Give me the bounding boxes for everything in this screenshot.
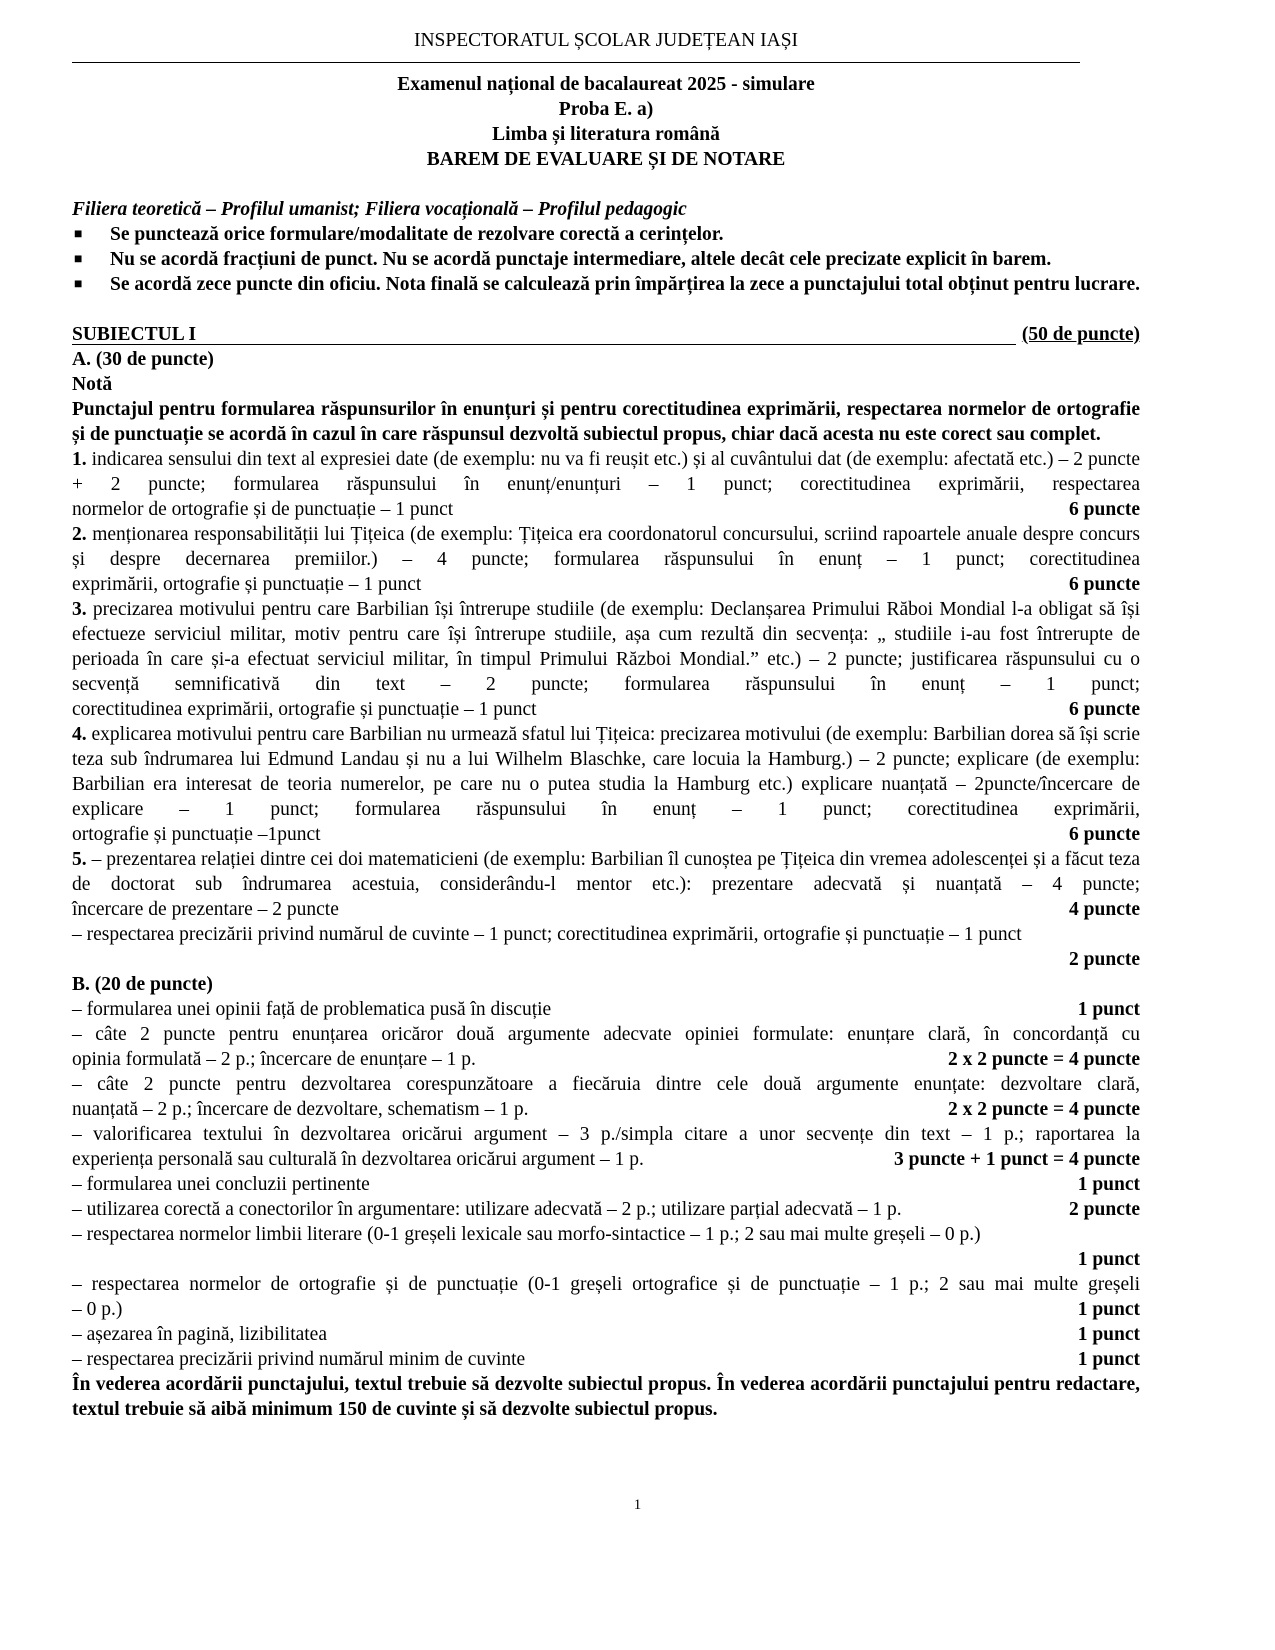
- item-extra-points: 2 puncte: [1069, 949, 1140, 970]
- item-body: explicarea motivului pentru care Barbilian nu urmează sfatul lui Țițeica: precizarea motivului (de exemplu: Barbilian dorea să își scrie teza sub îndrumarea lui Edmund Landau și nu a lui Wilhelm Blaschke, care locuia la Hamburg.) – 2 puncte; explicare (de exemplu: Barbilian era interesat de teoria numerelor, pe care nu o putea studia la Hamburg etc.) explicare nuanțată – 2puncte/încercare de explicare – 1 punct; formularea răspunsului în enunț – 1 punct; corectitudinea exprimării,: [72, 724, 1141, 820]
- criterion-text: – formularea unei concluzii pertinente: [72, 1174, 370, 1195]
- criterion-text: – așezarea în pagină, lizibilitatea: [72, 1324, 327, 1345]
- note-text: Punctajul pentru formularea răspunsurilor în enunțuri și pentru corectitudinea exprimării, respectarea normelor de ortografie și de punctuație se acordă în cazul în care răspunsul dezvoltă subiectul propus, chiar dacă acesta nu este corect sau complet.: [72, 399, 1140, 445]
- criterion-last-line: experiența personală sau culturală în dezvoltarea oricărui argument – 1 p.: [72, 1149, 644, 1170]
- criterion-text: – respectarea normelor de ortografie și de punctuație (0-1 greșeli ortografice și de punctuație – 1 p.; 2 sau mai multe greșeli: [72, 1274, 1140, 1295]
- document-title: BAREM DE EVALUARE ȘI DE NOTARE: [426, 149, 786, 170]
- item-number: 4.: [72, 724, 87, 745]
- criterion-text: – utilizarea corectă a conectorilor în argumentare: utilizare adecvată – 2 p.; utilizare parțial adecvată – 1 p.: [72, 1199, 902, 1220]
- subject-heading: [72, 322, 1140, 347]
- item-points: 6 puncte: [1069, 499, 1140, 520]
- item-points: 6 puncte: [1069, 699, 1140, 720]
- note-label: Notă: [72, 374, 113, 395]
- item-last-line: exprimării, ortografie și punctuație – 1 punct: [72, 574, 422, 595]
- item-extra: – respectarea precizării privind numărul de cuvinte – 1 punct; corectitudinea exprimării, ortografie și punctuație – 1 punct: [72, 924, 1022, 945]
- item-body: – prezentarea relației dintre cei doi matematicieni (de exemplu: Barbilian îl cunoștea pe Țițeica din vremea adolescenței și a făcut teza de doctorat sub îndrumarea acestuia, considerându-l mentor etc.): prezentare adecvată și nuanțată – 4 puncte;: [72, 849, 1141, 895]
- rule-bullet: ■ Se acordă zece puncte din oficiu. Nota finală se calculează prin împărțirea la zece a punctajului total obținut pentru lucrare.: [74, 274, 1140, 295]
- criterion-text: – respectarea precizării privind numărul minim de cuvinte: [72, 1349, 526, 1370]
- item-points: 4 puncte: [1069, 899, 1140, 920]
- criterion-points: 2 x 2 puncte = 4 puncte: [947, 1099, 1140, 1120]
- item-number: 3.: [72, 599, 87, 620]
- criterion-points: 2 puncte: [1069, 1199, 1140, 1220]
- criterion-points: 2 x 2 puncte = 4 puncte: [947, 1049, 1140, 1070]
- item-5: [72, 847, 1140, 972]
- rule-bullet: ■ Se punctează orice formulare/modalitate de rezolvare corectă a cerințelor.: [74, 224, 724, 245]
- criterion-last-line: opinia formulată – 2 p.; încercare de enunțare – 1 p.: [72, 1049, 476, 1070]
- item-body: menționarea responsabilității lui Țițeica (de exemplu: Țițeica era coordonatorul concursului, scriind rapoartele anuale despre concurs și despre decernarea premiilor.) – 4 puncte; formularea răspunsului în enunț – 1 punct; corectitudinea: [72, 524, 1140, 570]
- item-4: [72, 722, 1140, 847]
- item-number: 5.: [72, 849, 87, 870]
- criterion-points: 3 puncte + 1 punct = 4 puncte: [894, 1149, 1140, 1170]
- item-3: [72, 597, 1140, 722]
- page-number: 1: [633, 1497, 642, 1513]
- criterion: [72, 1272, 1140, 1322]
- header-divider: [72, 53, 1080, 63]
- subject-points: (50 de puncte): [1021, 324, 1140, 345]
- criterion-points: 1 punct: [1077, 1324, 1140, 1345]
- item-last-line: corectitudinea exprimării, ortografie și punctuație – 1 punct: [72, 699, 537, 720]
- criterion: [72, 1347, 1140, 1372]
- item-2: [72, 522, 1140, 597]
- criterion-points: 1 punct: [1077, 1349, 1140, 1370]
- criterion: [72, 1072, 1140, 1122]
- criterion-points: 1 punct: [1077, 1299, 1140, 1320]
- criterion: [72, 997, 1140, 1022]
- square-bullet-icon: ■: [74, 252, 83, 267]
- rule-bullet: ■ Nu se acordă fracțiuni de punct. Nu se acordă punctaje intermediare, altele decât cele precizate explicit în barem.: [74, 249, 1052, 270]
- criterion: [72, 1322, 1140, 1347]
- criterion: [72, 1172, 1140, 1197]
- exam-title: Examenul național de bacalaureat 2025 - simulare: [397, 74, 815, 95]
- item-points: 6 puncte: [1069, 574, 1140, 595]
- item-last-line: normelor de ortografie și de punctuație – 1 punct: [72, 499, 454, 520]
- square-bullet-icon: ■: [74, 227, 83, 242]
- exam-test: Proba E. a): [558, 99, 654, 120]
- institution-header: INSPECTORATUL ȘCOLAR JUDEȚEAN IAȘI: [413, 30, 799, 51]
- criterion-text: – formularea unei opinii față de problematica pusă în discuție: [72, 999, 552, 1020]
- item-points: 6 puncte: [1069, 824, 1140, 845]
- item-1: [72, 447, 1140, 522]
- item-body: indicarea sensului din text al expresiei date (de exemplu: nu va fi reușit etc.) și al cuvântului dat (de exemplu: afectată etc.) – 2 puncte + 2 puncte; formularea răspunsului în enunț/enunțuri – 1 punct; corectitudinea exprimării, respectarea: [72, 449, 1140, 495]
- criterion: [72, 1222, 1140, 1272]
- criterion-points: 1 punct: [1077, 1174, 1140, 1195]
- criterion-last-line: nuanțată – 2 p.; încercare de dezvoltare, schematism – 1 p.: [72, 1099, 529, 1120]
- criterion-last-line: – 0 p.): [72, 1299, 123, 1320]
- criterion-text: – câte 2 puncte pentru enunțarea oricăror două argumente adecvate opiniei formulate: enunțare clară, în concordanță cu: [72, 1024, 1140, 1045]
- criterion-points: 1 punct: [1077, 1249, 1140, 1270]
- item-last-line: încercare de prezentare – 2 puncte: [72, 899, 339, 920]
- item-number: 2.: [72, 524, 87, 545]
- item-number: 1.: [72, 449, 87, 470]
- criterion-text: – respectarea normelor limbii literare (0-1 greșeli lexicale sau morfo-sintactice – 1 p.; 2 sau mai multe greșeli – 0 p.): [72, 1224, 981, 1245]
- item-body: precizarea motivului pentru care Barbilian își întrerupe studiile (de exemplu: Declanșarea Primului Răboi Mondial l-a obligat să își efectueze serviciul militar, motiv pentru care își întrerupe studiile, așa cum rezultă din secvența: „ studiile i-au fost întrerupte de perioada în care și-a efectuat serviciul militar, în timpul Primului Război Mondial.” etc.) – 2 puncte; justificarea răspunsului cu o secvență semnificativă din text – 2 puncte; formularea răspunsului în enunț – 1 punct;: [72, 599, 1140, 695]
- part-b-title: B. (20 de puncte): [72, 974, 213, 995]
- criterion-text: – valorificarea textului în dezvoltarea oricărui argument – 3 p./simpla citare a unor secvențe din text – 1 p.; raportarea la: [72, 1124, 1140, 1145]
- item-last-line: ortografie și punctuație –1punct: [72, 824, 321, 845]
- criterion: [72, 1197, 1140, 1222]
- criterion: [72, 1022, 1140, 1072]
- subject-title: SUBIECTUL I: [72, 324, 197, 345]
- part-a-title: A. (30 de puncte): [72, 349, 214, 370]
- profile-line: Filiera teoretică – Profilul umanist; Filiera vocațională – Profilul pedagogic: [72, 199, 687, 220]
- square-bullet-icon: ■: [74, 277, 83, 292]
- criterion-points: 1 punct: [1077, 999, 1140, 1020]
- criterion-text: – câte 2 puncte pentru dezvoltarea corespunzătoare a fiecăruia dintre cele două argumente enunțate: dezvoltare clară,: [72, 1074, 1140, 1095]
- exam-subject: Limba și literatura română: [492, 124, 720, 145]
- criterion: [72, 1122, 1140, 1172]
- final-note: În vederea acordării punctajului, textul trebuie să dezvolte subiectul propus. În vederea acordării punctajului pentru redactare, textul trebuie să aibă minimum 150 de cuvinte și să dezvolte subiectul propus.: [72, 1374, 1140, 1420]
